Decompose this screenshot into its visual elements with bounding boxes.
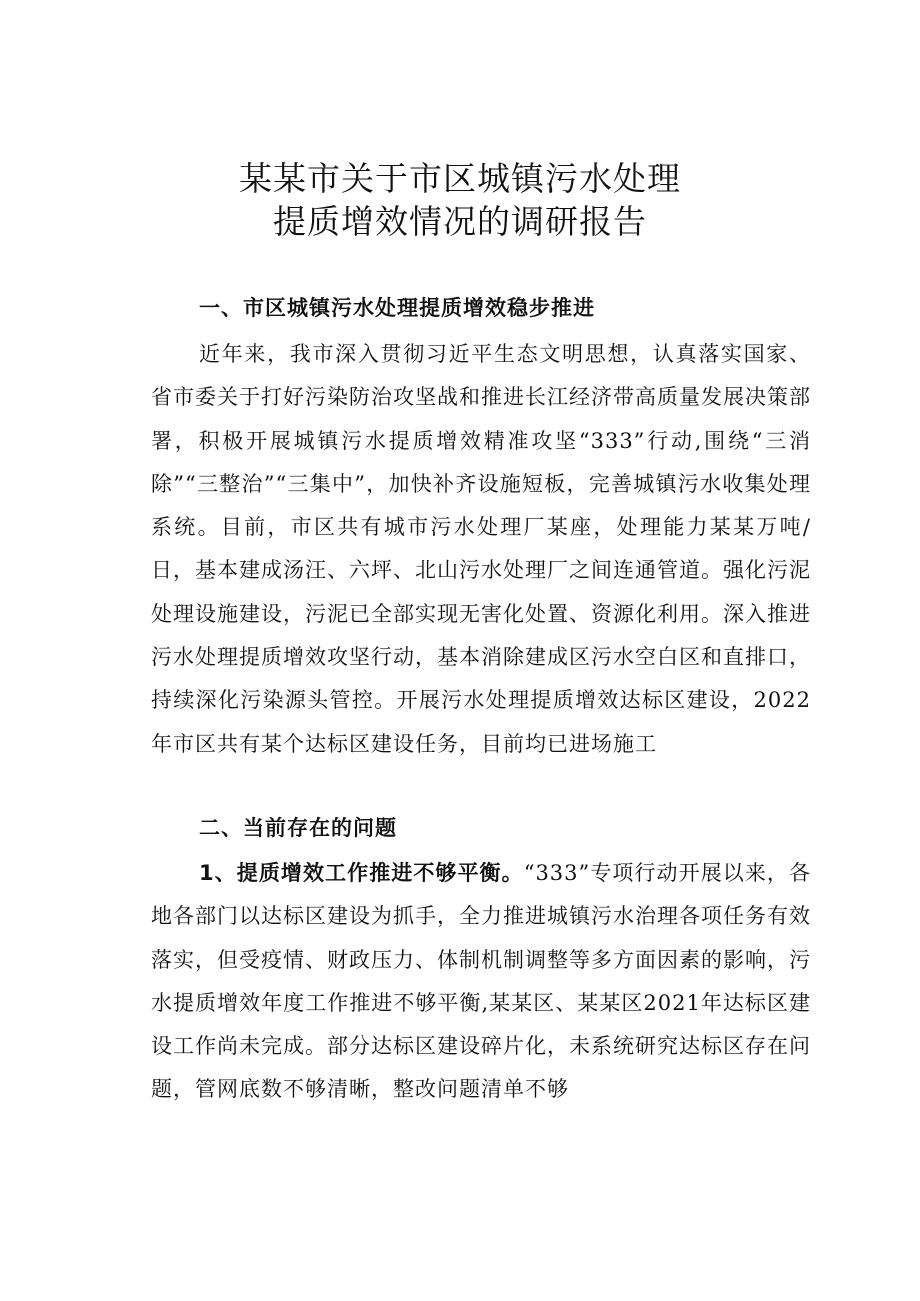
item-1-body-text: “333”专项行动开展以来，各地各部门以达标区建设为抓手，全力推进城镇污水治理各项任务有效落实，但受疫情、财政压力、体制机制调整等多方面因素的影响，污水提质增效年度工作推进不够平衡,某某区、某某区2021年达标区建设工作尚未完成。部分达标区建设碎片化，未系统研究达标区存在问题，管网底数不够清晰，整改问题清单不够 [151, 861, 811, 1102]
section-2-heading: 二、当前存在的问题 [199, 816, 397, 840]
document-title-line-1: 某某市关于市区城镇污水处理 [239, 159, 681, 198]
item-1-lead-sentence: 1、提质增效工作推进不够平衡。 [199, 861, 524, 885]
section-2-item-1-paragraph [151, 852, 811, 1112]
document-title-line-2: 提质增效情况的调研报告 [273, 202, 647, 241]
section-1-paragraph: 近年来，我市深入贯彻习近平生态文明思想，认真落实国家、省市委关于打好污染防治攻坚战和推进长江经济带高质量发展决策部署，积极开展城镇污水提质增效精准攻坚“333”行动,围绕“三消除”“三整治”“三集中”，加快补齐设施短板，完善城镇污水收集处理系统。目前，市区共有城市污水处理厂某座，处理能力某某万吨/日，基本建成汤汪、六坪、北山污水处理厂之间连通管道。强化污泥处理设施建设，污泥已全部实现无害化处置、资源化利用。深入推进污水处理提质增效攻坚行动，基本消除建成区污水空白区和直排口，持续深化污染源头管控。开展污水处理提质增效达标区建设，2022年市区共有某个达标区建设任务，目前均已进场施工 [151, 342, 811, 756]
section-1-heading: 一、市区城镇污水处理提质增效稳步推进 [199, 296, 595, 320]
